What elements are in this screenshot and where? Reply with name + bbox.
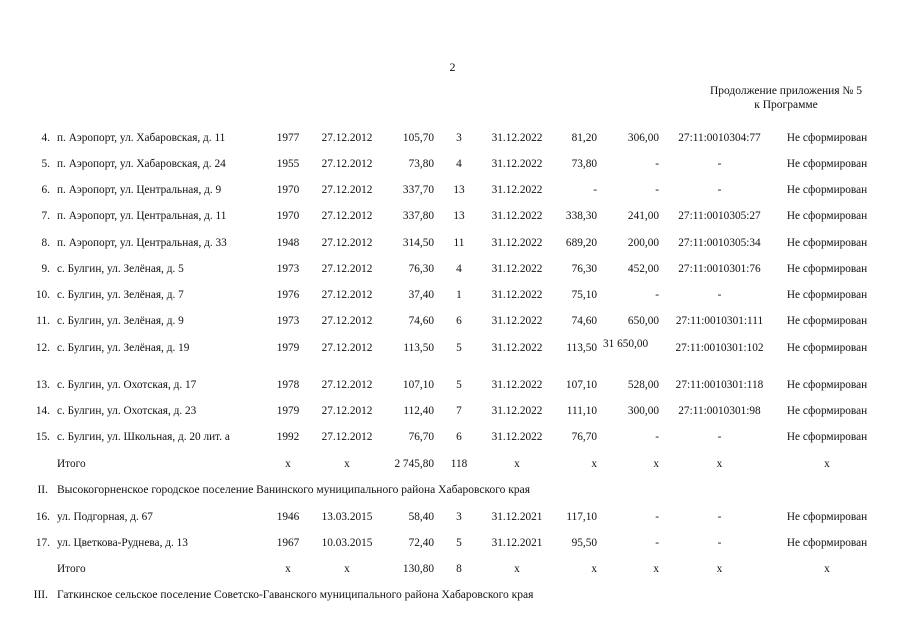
table-row [0,209,905,225]
row-date-planned: 31.12.2022 [491,184,543,196]
page-number: 2 [449,60,456,74]
row-value: 452,00 [627,263,659,275]
row-cadastral-number: 27:11:0010301:111 [675,315,764,327]
row-residents: 4 [456,158,462,170]
row-address: с. Булгин, ул. Зелёная, д. 9 [57,315,184,327]
table-row [0,131,905,147]
row-status: Не сформирован [786,405,868,417]
row-status: Не сформирован [786,537,868,549]
row-residents: 7 [456,405,462,417]
row-cadastral-number: х [716,458,723,470]
row-date-recognized: 27.12.2012 [321,379,373,391]
row-address: с. Булгин, ул. Охотская, д. 23 [57,405,197,417]
row-cadastral-number: 27:11:0010301:118 [675,379,764,391]
row-address: с. Булгин, ул. Охотская, д. 17 [57,379,197,391]
row-date-recognized: 27.12.2012 [321,315,373,327]
row-residents: 3 [456,132,462,144]
row-year: 1970 [276,210,300,222]
row-number: 6. [41,184,50,196]
row-cadastral-number: - [717,289,722,301]
row-number: 7. [41,210,50,222]
row-address: с. Булгин, ул. Зелёная, д. 5 [57,263,184,275]
row-land-area: х [591,458,597,470]
row-land-area: 117,10 [566,511,597,523]
row-status: Не сформирован [786,431,868,443]
row-date-recognized: х [344,458,350,470]
total-area: 130,80 [402,563,434,575]
table-row [0,338,905,357]
total-label: Итого [57,563,86,575]
row-status: Не сформирован [786,158,868,170]
total-area: 2 745,80 [394,458,434,470]
table-row [0,314,905,330]
row-area: 337,80 [402,210,434,222]
row-date-planned: 31.12.2022 [491,263,543,275]
row-address: п. Аэропорт, ул. Центральная, д. 33 [57,237,227,249]
row-year: 1970 [276,184,300,196]
row-date-recognized: 27.12.2012 [321,263,373,275]
row-year: 1955 [276,158,300,170]
row-value: х [653,458,659,470]
row-area: 107,10 [402,379,434,391]
table-row [0,157,905,173]
row-land-area: 76,30 [571,263,597,275]
row-land-area: х [591,563,597,575]
row-number: 16. [35,511,50,523]
row-land-area: 113,50 [566,342,597,354]
total-row [0,457,905,473]
row-area: 58,40 [408,511,434,523]
row-year: 1978 [276,379,300,391]
table-row [0,183,905,199]
row-year: 1967 [276,537,300,549]
table-row [0,510,905,526]
row-number: 10. [35,289,50,301]
row-status: Не сформирован [786,315,868,327]
row-area: 37,40 [408,289,434,301]
row-address: п. Аэропорт, ул. Хабаровская, д. 24 [57,158,226,170]
row-residents: 4 [456,263,462,275]
row-cadastral-number: 27:11:0010301:98 [678,405,761,417]
row-status: Не сформирован [786,511,868,523]
row-date-planned: 31.12.2022 [491,431,543,443]
row-number: 17. [35,537,50,549]
row-cadastral-number: х [716,563,723,575]
row-land-area: 689,20 [565,237,597,249]
row-value: - [655,184,659,196]
row-status: Не сформирован [786,263,868,275]
section-number: III. [33,589,48,601]
row-residents: 13 [453,184,465,196]
row-number: 9. [41,263,50,275]
row-value: - [655,289,659,301]
row-number: 4. [41,132,50,144]
row-year: х [285,458,291,470]
table-row [0,404,905,420]
row-cadastral-number: 27:11:0010301:76 [678,263,761,275]
row-number: 15. [35,431,50,443]
row-date-planned: х [514,563,520,575]
row-value: - [655,431,659,443]
row-date-recognized: 27.12.2012 [321,342,373,354]
row-date-recognized: 27.12.2012 [321,405,373,417]
row-value: - [655,537,659,549]
row-year: 1973 [276,263,300,275]
row-value: 306,00 [627,132,659,144]
row-date-recognized: 27.12.2012 [321,289,373,301]
row-area: 76,30 [408,263,434,275]
appendix-line-2: к Программе [754,99,818,111]
row-cadastral-number: 27:11:0010305:27 [678,210,761,222]
row-cadastral-number: - [717,431,722,443]
row-address: п. Аэропорт, ул. Хабаровская, д. 11 [57,132,226,144]
row-land-area: 76,70 [571,431,597,443]
row-status: Не сформирован [786,237,868,249]
row-residents: 1 [456,289,462,301]
row-status: Не сформирован [786,379,868,391]
row-residents: 11 [453,237,465,249]
row-date-planned: 31.12.2021 [491,537,543,549]
row-date-planned: 31.12.2022 [491,342,543,354]
row-status: х [824,563,830,575]
row-land-area: 111,10 [566,405,597,417]
row-address: с. Булгин, ул. Зелёная, д. 19 [57,342,190,354]
row-date-planned: х [514,458,520,470]
row-year: 1976 [276,289,300,301]
row-year: 1946 [276,511,300,523]
row-date-recognized: х [344,563,350,575]
row-area: 113,50 [403,342,434,354]
row-year: 1979 [276,342,300,354]
row-value: 31 650,00 [603,338,649,350]
row-land-area: 107,10 [565,379,597,391]
row-date-planned: 31.12.2022 [491,158,543,170]
row-address: с. Булгин, ул. Школьная, д. 20 лит. а [57,431,230,443]
row-number: 13. [35,379,50,391]
row-date-planned: 31.12.2022 [491,405,543,417]
row-land-area: 95,50 [571,537,597,549]
row-date-recognized: 27.12.2012 [321,237,373,249]
row-area: 76,70 [408,431,434,443]
row-status: Не сформирован [786,132,868,144]
row-cadastral-number: 27:11:0010304:77 [678,132,761,144]
row-residents: 13 [453,210,465,222]
row-year: х [285,563,291,575]
row-value: 528,00 [627,379,659,391]
table-row [0,378,905,394]
row-date-planned: 31.12.2022 [491,315,543,327]
row-area: 73,80 [408,158,434,170]
row-residents: 3 [456,511,462,523]
row-number: 8. [41,237,50,249]
row-address: ул. Цветкова-Руднева, д. 13 [57,537,188,549]
total-row [0,562,905,578]
row-area: 337,70 [402,184,434,196]
row-status: Не сформирован [786,342,868,354]
row-date-recognized: 27.12.2012 [321,431,373,443]
row-residents: 5 [456,379,462,391]
row-area: 112,40 [403,405,434,417]
row-number: 14. [35,405,50,417]
row-date-planned: 31.12.2022 [491,289,543,301]
table-row [0,288,905,304]
row-date-planned: 31.12.2022 [491,132,543,144]
row-land-area: 81,20 [571,132,597,144]
row-cadastral-number: 27:11:0010301:102 [675,342,764,354]
row-address: п. Аэропорт, ул. Центральная, д. 11 [57,210,227,222]
row-date-recognized: 27.12.2012 [321,158,373,170]
row-land-area: 74,60 [571,315,597,327]
row-year: 1979 [276,405,300,417]
row-date-planned: 31.12.2021 [491,511,543,523]
table-row [0,536,905,552]
row-cadastral-number: - [717,184,722,196]
row-status: Не сформирован [786,184,868,196]
row-address: с. Булгин, ул. Зелёная, д. 7 [57,289,184,301]
table-row [0,430,905,446]
row-date-recognized: 27.12.2012 [321,132,373,144]
row-year: 1973 [276,315,300,327]
total-residents: 118 [450,458,468,470]
row-value: - [655,511,659,523]
row-date-planned: 31.12.2022 [491,210,543,222]
row-status: Не сформирован [786,210,868,222]
row-status: х [824,458,830,470]
row-date-recognized: 27.12.2012 [321,210,373,222]
row-land-area: 73,80 [571,158,597,170]
row-value: - [655,158,659,170]
row-address: п. Аэропорт, ул. Центральная, д. 9 [57,184,222,196]
row-value: х [653,563,659,575]
row-date-recognized: 27.12.2012 [321,184,373,196]
total-residents: 8 [456,563,462,575]
total-label: Итого [57,458,86,470]
row-area: 314,50 [402,237,434,249]
section-title: Высокогорненское городское поселение Ванинского муниципального района Хабаровского края [57,484,531,496]
row-land-area: 338,30 [565,210,597,222]
row-value: 200,00 [627,237,659,249]
row-land-area: - [593,184,597,196]
section-number: II. [37,484,48,496]
row-residents: 6 [456,315,462,327]
row-cadastral-number: - [717,537,722,549]
row-date-planned: 31.12.2022 [491,237,543,249]
table-row [0,262,905,278]
row-value: 650,00 [627,315,659,327]
row-area: 74,60 [408,315,434,327]
row-status: Не сформирован [786,289,868,301]
row-value: 300,00 [627,405,659,417]
row-number: 5. [41,158,50,170]
row-value: 241,00 [627,210,659,222]
row-number: 12. [35,342,50,354]
row-cadastral-number: - [717,511,722,523]
row-residents: 5 [456,342,462,354]
row-date-planned: 31.12.2022 [491,379,543,391]
row-area: 105,70 [402,132,434,144]
row-residents: 6 [456,431,462,443]
row-year: 1948 [276,237,300,249]
row-date-recognized: 13.03.2015 [321,511,373,523]
row-year: 1977 [276,132,300,144]
table-row [0,236,905,252]
section-title: Гаткинское сельское поселение Советско-Гаванского муниципального района Хабаровского края [57,589,534,601]
appendix-line-1: Продолжение приложения № 5 [709,85,863,97]
appendix-caption [660,84,905,112]
row-address: ул. Подгорная, д. 67 [57,511,153,523]
row-area: 72,40 [408,537,434,549]
row-residents: 5 [456,537,462,549]
row-number: 11. [36,315,50,327]
row-date-recognized: 10.03.2015 [321,537,373,549]
row-year: 1992 [276,431,300,443]
row-land-area: 75,10 [571,289,597,301]
row-cadastral-number: - [717,158,722,170]
row-cadastral-number: 27:11:0010305:34 [678,237,761,249]
